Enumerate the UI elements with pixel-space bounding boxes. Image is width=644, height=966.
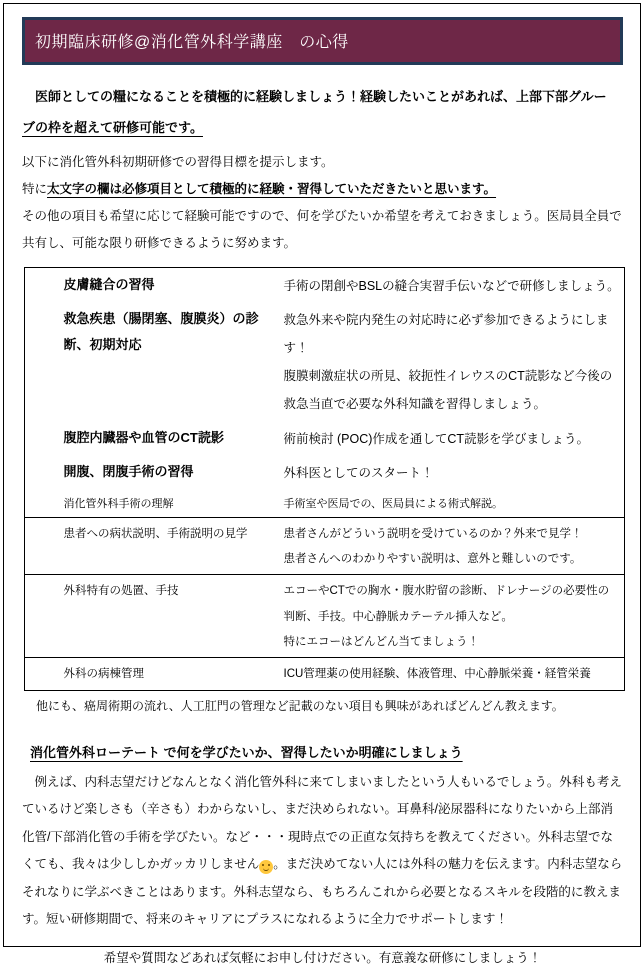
table-group-procedures <box>25 575 625 658</box>
rotate-section-heading <box>30 742 623 761</box>
page-title: 初期臨床研修@消化管外科学講座 の心得 <box>35 34 349 51</box>
rotate-section-heading-text: 消化管外科ローテート で何を学びたいか、習得したいか明確にしましょう <box>30 744 463 760</box>
table-row <box>25 267 625 302</box>
goal-item-desc: 救急外来や院内発生の対応時に必ず参加できるようにします！ <box>283 313 609 356</box>
goal-item-desc: 患者さんがどういう説明を受けているのか？外来で見学！ <box>283 527 583 540</box>
goal-item-name: 皮膚縫合の習得 <box>63 276 155 292</box>
goal-item-name: 消化管外科手術の理解 <box>63 497 174 510</box>
document-page <box>3 3 641 965</box>
table-group-ward <box>25 658 625 690</box>
table-row <box>25 517 625 575</box>
table-row <box>25 421 625 455</box>
goal-item-desc: 術前検討 (POC)作成を通してCT読影を学びましょう。 <box>283 431 590 446</box>
goal-item-name: 患者への病状説明、手術説明の見学 <box>63 527 248 540</box>
table-cell-margin <box>25 517 56 575</box>
goals-intro-line1: 以下に消化管外科初期研修での習得目標を提示します。 <box>22 155 334 170</box>
title-banner <box>22 17 623 65</box>
goals-intro-line2-prefix: 特に <box>22 182 48 197</box>
goal-item-desc: 腹膜刺激症状の所見、絞扼性イレウスのCT読影など今後の救急当直で必要な外科知識を習得しましょう。 <box>283 369 613 412</box>
table-cell-margin <box>25 302 56 421</box>
closing-line-text: 希望や質問などあれば気軽にお申し付けださい。有意義な研修にしましょう！ <box>103 950 542 965</box>
closing-line <box>22 948 623 966</box>
goals-intro-line2 <box>22 176 623 203</box>
table-row <box>25 489 625 518</box>
rotate-paragraph-part2: 。まだ決めてない人には外科の魅力を伝えます。内科志望ならそれなりに学ぶべきことはあります。外科志望なら、もちろんこれから必要となるスキルを段階的に教えます。短い研修期間で、将来のキャリアにプラスになれるように全力でサポートします！ <box>22 857 623 927</box>
table-row <box>25 455 625 489</box>
after-table-note: 他にも、癌周術期の流れ、人工肛門の管理など記載のない項目も興味があればどんどん教えます。 <box>24 698 564 713</box>
table-cell-margin <box>25 658 56 690</box>
table-cell-margin <box>25 421 56 455</box>
goal-item-desc: エコーやCTでの胸水・腹水貯留の診断、ドレナージの必要性の判断、手技。中心静脈カテーテル挿入など。 <box>283 585 610 623</box>
table-group-required <box>25 267 625 517</box>
goal-item-name: 外科の病棟管理 <box>63 668 144 681</box>
goal-item-name: 腹腔内臓器や血管のCT読影 <box>63 429 224 445</box>
goal-item-desc: 患者さんへのわかりやすい説明は、意外と難しいのです。 <box>283 553 582 566</box>
table-row <box>25 575 625 658</box>
smiley-emoji-icon <box>259 860 273 874</box>
goal-item-name: 外科特有の処置、手技 <box>63 585 179 598</box>
table-group-observation <box>25 517 625 575</box>
goals-intro-line2-emphasis: 太文字の欄は必修項目として積極的に経験・習得していただきたいと思います。 <box>47 182 497 197</box>
table-cell-margin <box>25 575 56 658</box>
goal-item-desc: 手術室や医局での、医局員による術式解説。 <box>283 497 504 510</box>
goals-intro <box>22 149 623 257</box>
goal-item-name: 救急疾患（腸閉塞、腹膜炎）の診断、初期対応 <box>63 311 259 352</box>
rotate-paragraph <box>22 769 623 934</box>
goal-item-desc: 特にエコーはどんどん当てましょう！ <box>283 635 479 648</box>
intro-line1: 医師としての糧になることを積極的に経験しましょう！経験したいことがあれば、上部下部グルー <box>22 89 607 104</box>
goal-item-name: 開腹、閉腹手術の習得 <box>63 463 194 479</box>
table-cell-margin <box>25 489 56 518</box>
rotate-paragraph-part1: 例えば、内科志望だけどなんとなく消化管外科に来てしまいましたという人もいるでしょう。外科も考えているけど楽しさも（辛さも）わからないし、まだ決められない。耳鼻科/泌尿器科になりたいから上部消化管/下部消化管の手術を学びたい。など・・・現時点での正直な気持ちを教えてください。外科志望でなくても、我々は少ししかガッカリしません <box>22 774 622 872</box>
goal-item-desc: 手術の閉創やBSLの縫合実習手伝いなどで研修しましょう。 <box>283 278 620 293</box>
table-cell-margin <box>25 455 56 489</box>
goal-item-desc: ICU管理薬の使用経験、体液管理、中心静脈栄養・経管栄養 <box>283 668 591 681</box>
intro-paragraph <box>22 81 623 143</box>
table-cell-margin <box>25 267 56 302</box>
training-goals-table <box>24 267 625 691</box>
table-row <box>25 302 625 421</box>
goals-intro-line3: その他の項目も希望に応じて経験可能ですので、何を学びたいか希望を考えておきましょう。医局員全員で共有し、可能な限り研修できるように努めます。 <box>22 209 622 250</box>
goal-item-desc: 外科医としてのスタート！ <box>283 465 434 480</box>
table-row <box>25 658 625 690</box>
intro-line2-underlined: ブの枠を超えて研修可能です。 <box>22 120 203 136</box>
